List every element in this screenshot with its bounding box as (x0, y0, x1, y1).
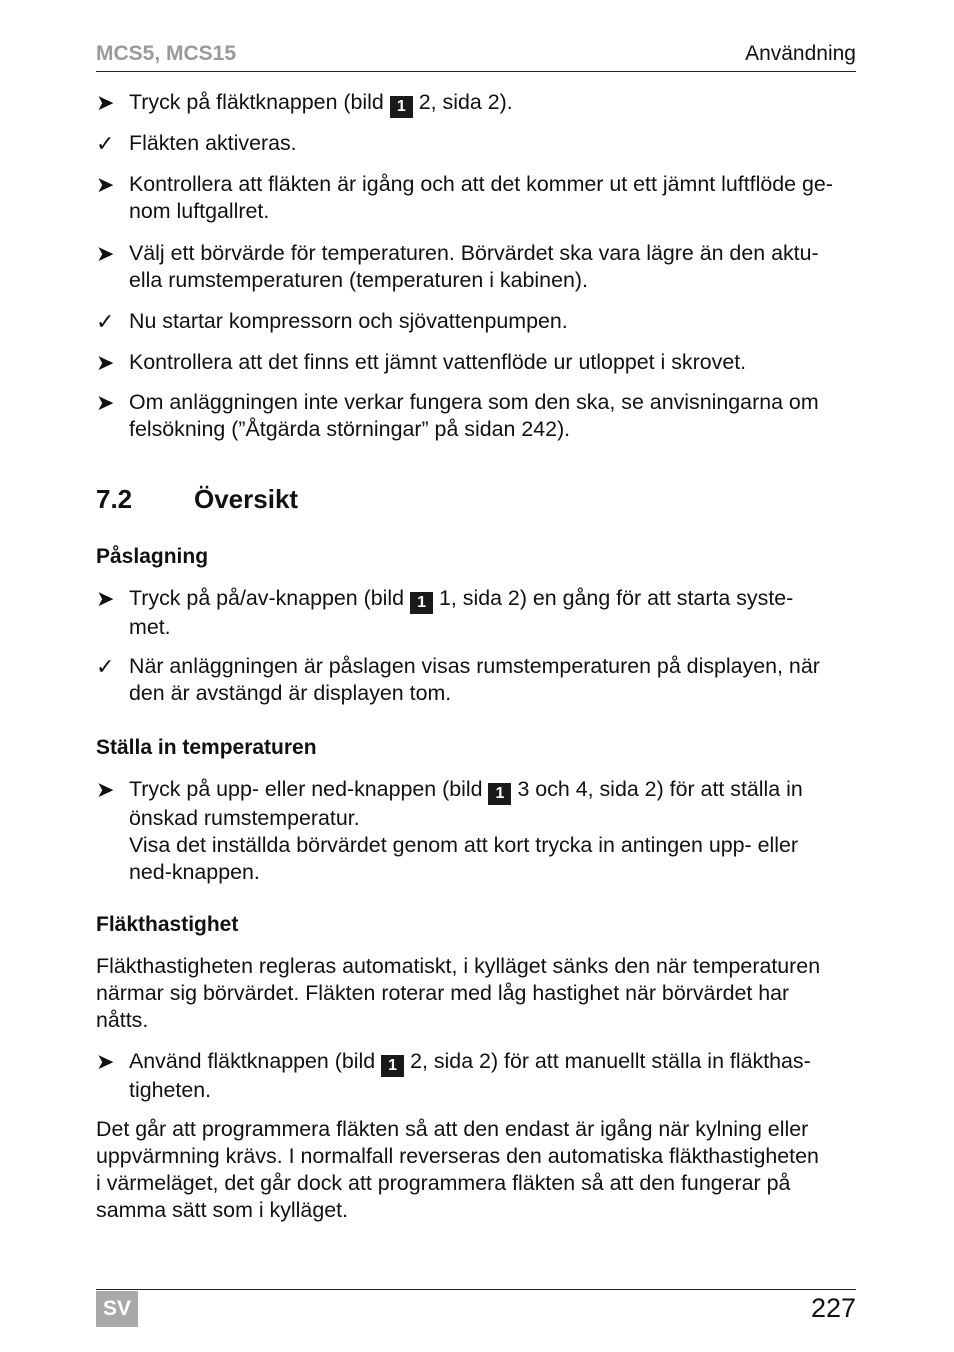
step-text: Nu startar kompressorn och sjövattenpumpen. (129, 309, 568, 333)
paragraph-line: samma sätt som i kylläget. (96, 1198, 349, 1222)
step-text: tigheten. (129, 1078, 212, 1102)
list-item (96, 349, 856, 376)
step-text: Tryck på på/av-knappen (bild (129, 586, 405, 610)
subheading-set-temperature: Ställa in temperaturen (96, 736, 317, 759)
list-item (96, 653, 856, 707)
header-section: Användning (745, 42, 856, 65)
step-text: Fläkten aktiveras. (129, 131, 297, 155)
paragraph-line: i värmeläget, det går dock att programmera fläkten så att den fungerar på (96, 1171, 791, 1195)
paragraph-line: Det går att programmera fläkten så att den endast är igång när kylning eller (96, 1117, 809, 1141)
list-item (96, 389, 856, 443)
subheading-fan-speed: Fläkthastighet (96, 913, 239, 936)
arrow-icon: ➤ (96, 777, 115, 802)
paragraph-line: uppvärmning krävs. I normalfall reverseras den automatiska fläkthastigheten (96, 1144, 819, 1168)
step-text: Tryck på fläktknappen (bild (129, 90, 384, 114)
check-icon: ✓ (96, 309, 115, 334)
step-text: nom luftgallret. (129, 199, 270, 223)
step-text: Om anläggningen inte verkar fungera som den ska, se anvisningarna om (129, 390, 819, 414)
step-text: önskad rumstemperatur. (129, 806, 360, 830)
paragraph (96, 953, 856, 1034)
step-text: Kontrollera att det finns ett jämnt vattenflöde ur utloppet i skrovet. (129, 350, 747, 374)
language-badge: SV (96, 1291, 138, 1327)
step-text: 1, sida 2) en gång för att starta syste- (438, 586, 794, 610)
step-text: Använd fläktknappen (bild (129, 1049, 376, 1073)
page-number: 227 (810, 1293, 856, 1323)
list-item (96, 585, 856, 641)
check-icon: ✓ (96, 131, 115, 156)
check-icon: ✓ (96, 654, 115, 679)
list-item (96, 130, 856, 157)
section-heading (96, 484, 298, 515)
list-item (96, 1048, 856, 1104)
header-product: MCS5, MCS15 (96, 42, 237, 65)
paragraph-line: Fläkthastigheten regleras automatiskt, i kylläget sänks den när temperaturen (96, 954, 821, 978)
step-text: ned-knappen. (129, 860, 260, 884)
arrow-icon: ➤ (96, 390, 115, 415)
section-number: 7.2 (96, 484, 133, 514)
paragraph-line: närmar sig börvärdet. Fläkten roterar med låg hastighet när börvärdet har (96, 981, 790, 1005)
header-rule (96, 71, 856, 72)
step-text: den är avstängd är displayen tom. (129, 681, 452, 705)
step-text: met. (129, 615, 171, 639)
step-text: Välj ett börvärde för temperaturen. Börvärdet ska vara lägre än den aktu- (129, 241, 819, 265)
figure-badge: 1 (488, 783, 511, 805)
step-text: 3 och 4, sida 2) för att ställa in (517, 777, 803, 801)
arrow-icon: ➤ (96, 586, 115, 611)
step-text: ella rumstemperaturen (temperaturen i kabinen). (129, 268, 588, 292)
list-item (96, 240, 856, 294)
subheading-power-on: Påslagning (96, 545, 209, 568)
figure-badge: 1 (381, 1055, 404, 1077)
paragraph-line: nåtts. (96, 1008, 149, 1032)
list-item (96, 308, 856, 335)
step-text: 2, sida 2). (418, 90, 513, 114)
section-title: Översikt (194, 484, 299, 514)
arrow-icon: ➤ (96, 1049, 115, 1074)
arrow-icon: ➤ (96, 172, 115, 197)
paragraph (96, 1116, 856, 1224)
figure-badge: 1 (410, 592, 433, 614)
list-item (96, 89, 856, 118)
step-text: När anläggningen är påslagen visas rumstemperaturen på displayen, när (129, 654, 820, 678)
arrow-icon: ➤ (96, 90, 115, 115)
list-item (96, 171, 856, 225)
footer-rule (96, 1289, 856, 1290)
step-text: Visa det inställda börvärdet genom att kort trycka in antingen upp- eller (129, 833, 799, 857)
step-text: Tryck på upp- eller ned-knappen (bild (129, 777, 483, 801)
arrow-icon: ➤ (96, 241, 115, 266)
arrow-icon: ➤ (96, 350, 115, 375)
list-item (96, 776, 856, 886)
figure-badge: 1 (390, 96, 413, 118)
step-text: 2, sida 2) för att manuellt ställa in fläkthas- (410, 1049, 811, 1073)
step-text: Kontrollera att fläkten är igång och att det kommer ut ett jämnt luftflöde ge- (129, 172, 833, 196)
step-text: felsökning (”Åtgärda störningar” på sidan 242). (129, 417, 571, 441)
